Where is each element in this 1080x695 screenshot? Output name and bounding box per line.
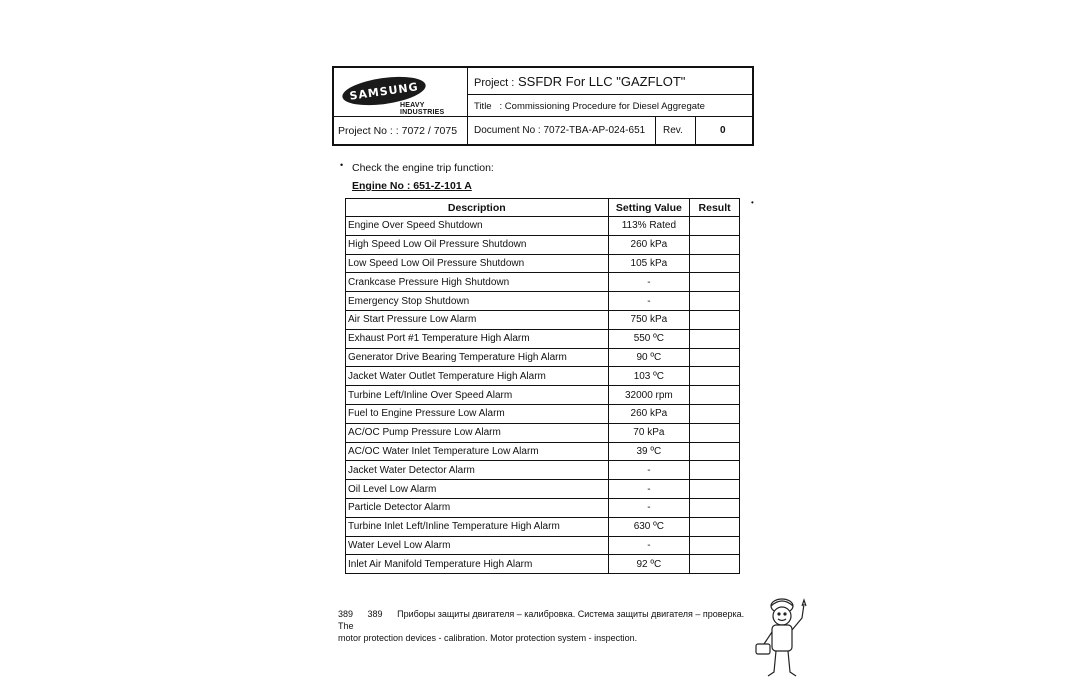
engine-number: Engine No : 651-Z-101 A: [352, 180, 472, 192]
row-result: [690, 498, 740, 517]
row-setting-value: 92 ºC: [608, 555, 690, 574]
bullet-mark: •: [340, 160, 344, 170]
logo-text: SAMSUNG: [348, 79, 420, 103]
worker-mascot-icon: [752, 592, 812, 682]
row-description: Oil Level Low Alarm: [346, 480, 609, 499]
row-result: [690, 423, 740, 442]
row-setting-value: 260 kPa: [608, 235, 690, 254]
row-description: High Speed Low Oil Pressure Shutdown: [346, 235, 609, 254]
row-description: Jacket Water Outlet Temperature High Alarm: [346, 367, 609, 386]
row-setting-value: 750 kPa: [608, 310, 690, 329]
table-row: [346, 217, 740, 236]
table-row: [346, 310, 740, 329]
footer-text-ru: Приборы защиты двигателя – калибровка. Система защиты двигателя – проверка. The: [338, 609, 745, 631]
row-setting-value: 103 ºC: [608, 367, 690, 386]
row-description: Inlet Air Manifold Temperature High Alarm: [346, 555, 609, 574]
row-setting-value: 113% Rated: [608, 217, 690, 236]
row-result: [690, 555, 740, 574]
row-setting-value: -: [608, 480, 690, 499]
row-result: [690, 348, 740, 367]
row-setting-value: 105 kPa: [608, 254, 690, 273]
row-result: [690, 292, 740, 311]
row-setting-value: 39 ºC: [608, 442, 690, 461]
title-cell: [468, 95, 752, 117]
instruction-text: Check the engine trip function:: [352, 162, 494, 174]
table-row: [346, 329, 740, 348]
table-row: [346, 404, 740, 423]
row-result: [690, 273, 740, 292]
row-result: [690, 442, 740, 461]
row-result: [690, 310, 740, 329]
stray-mark: •: [751, 198, 754, 207]
row-result: [690, 217, 740, 236]
row-description: Air Start Pressure Low Alarm: [346, 310, 609, 329]
row-result: [690, 329, 740, 348]
row-setting-value: 260 kPa: [608, 404, 690, 423]
table-row: [346, 254, 740, 273]
title-label: Title: [474, 101, 492, 112]
project-value: SSFDR For LLC "GAZFLOT": [517, 74, 686, 89]
row-setting-value: -: [608, 461, 690, 480]
row-description: Crankcase Pressure High Shutdown: [346, 273, 609, 292]
row-result: [690, 461, 740, 480]
table-row: [346, 555, 740, 574]
logo-subtext: HEAVY INDUSTRIES: [400, 102, 445, 116]
row-description: Turbine Inlet Left/Inline Temperature High Alarm: [346, 517, 609, 536]
row-result: [690, 367, 740, 386]
item-number: 389: [367, 609, 383, 619]
row-result: [690, 254, 740, 273]
footer-line-2: motor protection devices - calibration. Motor protection system - inspection.: [338, 633, 638, 643]
row-description: Fuel to Engine Pressure Low Alarm: [346, 404, 609, 423]
project-label: Project :: [474, 77, 515, 89]
row-description: Jacket Water Detector Alarm: [346, 461, 609, 480]
logo-cell: [334, 68, 468, 117]
table-row: [346, 536, 740, 555]
row-setting-value: -: [608, 536, 690, 555]
row-description: Water Level Low Alarm: [346, 536, 609, 555]
project-number: Project No : : 7072 / 7075: [334, 117, 468, 144]
row-result: [690, 235, 740, 254]
table-row: [346, 367, 740, 386]
table-row: [346, 348, 740, 367]
table-row: [346, 498, 740, 517]
row-description: Low Speed Low Oil Pressure Shutdown: [346, 254, 609, 273]
row-result: [690, 386, 740, 405]
row-description: Generator Drive Bearing Temperature High Alarm: [346, 348, 609, 367]
revision-label: Rev.: [656, 117, 696, 144]
table-row: [346, 423, 740, 442]
row-result: [690, 480, 740, 499]
row-setting-value: 70 kPa: [608, 423, 690, 442]
row-description: Emergency Stop Shutdown: [346, 292, 609, 311]
row-setting-value: 550 ºC: [608, 329, 690, 348]
column-header-result: Result: [690, 199, 740, 217]
row-setting-value: -: [608, 292, 690, 311]
row-setting-value: 32000 rpm: [608, 386, 690, 405]
row-setting-value: 90 ºC: [608, 348, 690, 367]
row-setting-value: -: [608, 273, 690, 292]
footer-line-1: [338, 608, 758, 632]
revision-value: 0: [720, 125, 726, 136]
document-number: Document No : 7072-TBA-AP-024-651: [468, 117, 656, 144]
footer-caption: [338, 608, 758, 644]
row-setting-value: -: [608, 498, 690, 517]
table-row: [346, 480, 740, 499]
table-row: [346, 292, 740, 311]
header-block: [332, 66, 754, 146]
table-row: [346, 442, 740, 461]
table-header-row: [346, 199, 740, 217]
table-row: [346, 517, 740, 536]
trip-function-table: [345, 198, 740, 574]
row-description: AC/OC Pump Pressure Low Alarm: [346, 423, 609, 442]
page-number: 389: [338, 609, 354, 619]
row-result: [690, 404, 740, 423]
table-row: [346, 386, 740, 405]
row-description: Turbine Left/Inline Over Speed Alarm: [346, 386, 609, 405]
title-value: : Commissioning Procedure for Diesel Aggregate: [499, 101, 705, 112]
row-description: AC/OC Water Inlet Temperature Low Alarm: [346, 442, 609, 461]
row-description: Exhaust Port #1 Temperature High Alarm: [346, 329, 609, 348]
table-row: [346, 235, 740, 254]
row-description: Particle Detector Alarm: [346, 498, 609, 517]
row-result: [690, 517, 740, 536]
column-header-description: Description: [346, 199, 609, 217]
column-header-setting-value: Setting Value: [608, 199, 690, 217]
row-description: Engine Over Speed Shutdown: [346, 217, 609, 236]
project-cell: [468, 68, 752, 95]
row-setting-value: 630 ºC: [608, 517, 690, 536]
table-row: [346, 461, 740, 480]
table-row: [346, 273, 740, 292]
row-result: [690, 536, 740, 555]
